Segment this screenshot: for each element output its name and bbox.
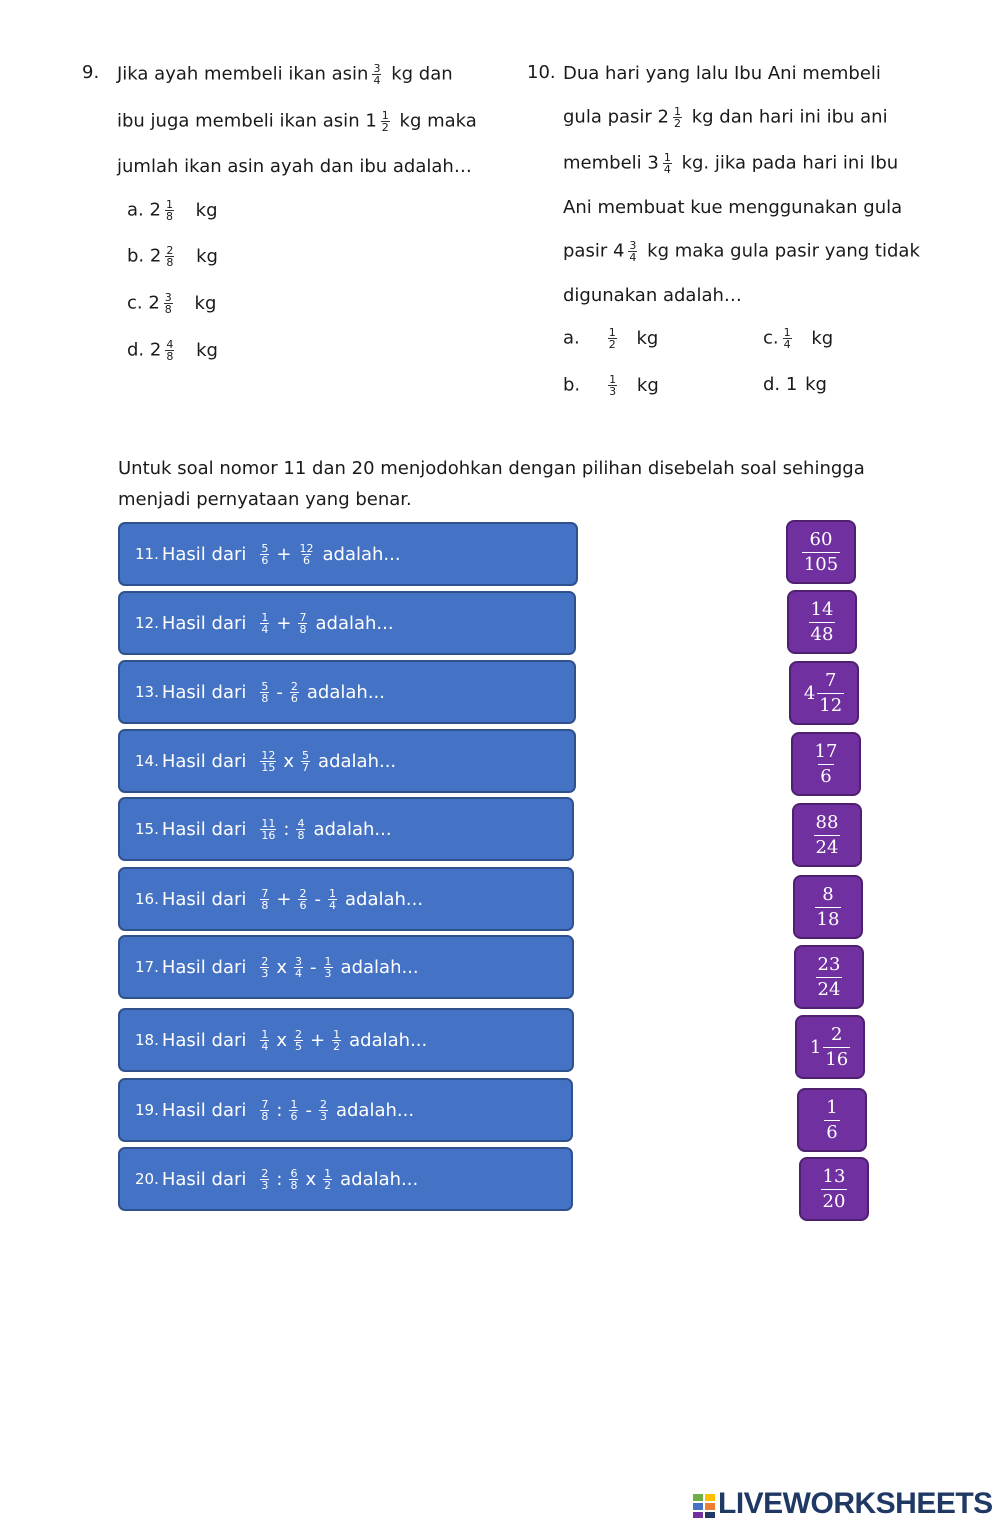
matching-answer-6[interactable] xyxy=(793,875,863,939)
matching-question-17[interactable] xyxy=(118,935,574,999)
question-number: 18. xyxy=(135,1031,159,1049)
matching-question-11[interactable] xyxy=(118,522,578,586)
instruction-line2: menjadi pernyataan yang benar. xyxy=(118,489,412,510)
answer-fraction: 17 6 xyxy=(814,740,838,787)
fraction: $\frac{5}{7}$ xyxy=(302,748,310,774)
operator: : xyxy=(276,1168,283,1190)
answer-whole: 4 xyxy=(803,682,816,704)
operator: + xyxy=(276,543,292,565)
question-prefix: Hasil dari xyxy=(161,612,247,634)
question-suffix: adalah... xyxy=(306,681,385,703)
fraction: $\frac{1}{2}$ xyxy=(324,1166,332,1192)
fraction: $\frac{7}{8}$ xyxy=(299,610,307,636)
matching-question-14[interactable] xyxy=(118,729,576,793)
question-suffix: adalah... xyxy=(322,543,401,565)
q10-option-a: a. $\frac{1}{2}$ kg xyxy=(563,326,659,351)
matching-question-18[interactable] xyxy=(118,1008,574,1072)
answer-fraction: 60 105 xyxy=(803,528,839,575)
q10-option-d: d. 1 kg xyxy=(763,374,827,395)
fraction: $\frac{12}{6}$ xyxy=(299,541,314,567)
fraction: $\frac{3}{4}$ xyxy=(295,954,303,980)
answer-fraction: 8 18 xyxy=(816,883,840,930)
question-suffix: adalah... xyxy=(340,956,419,978)
question-prefix: Hasil dari xyxy=(161,681,247,703)
liveworksheets-logo: LIVEWORKSHEETS xyxy=(718,1487,993,1520)
q9-line3: jumlah ikan asin ayah dan ibu adalah… xyxy=(117,156,472,177)
operator: + xyxy=(310,1029,326,1051)
fraction: $\frac{12}{15}$ xyxy=(261,748,276,774)
matching-question-19[interactable] xyxy=(118,1078,573,1142)
fraction: $\frac{1}{6}$ xyxy=(290,1097,298,1123)
matching-answer-5[interactable] xyxy=(792,803,862,867)
q9-line2: ibu juga membeli ikan asin 1 $\frac{1}{2}$ kg maka xyxy=(117,109,477,134)
answer-fraction: 2 16 xyxy=(825,1023,849,1070)
fraction: $\frac{2}{3}$ xyxy=(261,954,269,980)
matching-answer-2[interactable] xyxy=(787,590,857,654)
question-prefix: Hasil dari xyxy=(161,543,247,565)
answer-fraction: 7 12 xyxy=(819,669,843,716)
q10-line1: Dua hari yang lalu Ibu Ani membeli xyxy=(563,63,881,84)
q9-option-a: a. 2 $\frac{1}{8}$ kg xyxy=(127,198,218,223)
q9-option-b: b. 2 $\frac{2}{8}$ kg xyxy=(127,244,218,269)
operator: + xyxy=(276,612,292,634)
matching-answer-8[interactable] xyxy=(795,1015,865,1079)
instruction-line1: Untuk soal nomor 11 dan 20 menjodohkan dengan pilihan disebelah soal sehingga xyxy=(118,458,865,479)
q10-option-b: b. $\frac{1}{3}$ kg xyxy=(563,373,659,398)
question-number: 14. xyxy=(135,752,159,770)
matching-answer-4[interactable] xyxy=(791,732,861,796)
q9-option-d: d. 2 $\frac{4}{8}$ kg xyxy=(127,338,218,363)
matching-answer-3[interactable] xyxy=(789,661,859,725)
operator: x xyxy=(283,750,295,772)
fraction: $\frac{11}{16}$ xyxy=(261,816,276,842)
q9-option-c: c. 2 $\frac{3}{8}$ kg xyxy=(127,291,217,316)
fraction: $\frac{5}{8}$ xyxy=(261,679,269,705)
question-suffix: adalah... xyxy=(349,1029,428,1051)
q9-line1: Jika ayah membeli ikan asin $\frac{3}{4}$ kg dan xyxy=(117,62,453,87)
matching-question-16[interactable] xyxy=(118,867,574,931)
matching-answer-7[interactable] xyxy=(794,945,864,1009)
question-suffix: adalah... xyxy=(344,888,424,910)
fraction: $\frac{2}{5}$ xyxy=(295,1027,303,1053)
question-number: 19. xyxy=(135,1101,159,1119)
question-suffix: adalah... xyxy=(318,750,397,772)
question-prefix: Hasil dari xyxy=(161,1168,247,1190)
q10-number: 10. xyxy=(527,62,556,83)
question-number: 12. xyxy=(135,614,159,632)
answer-fraction: 1 6 xyxy=(826,1096,838,1143)
fraction: $\frac{7}{8}$ xyxy=(261,1097,269,1123)
question-number: 13. xyxy=(135,683,159,701)
fraction: $\frac{1}{4}$ xyxy=(328,886,336,912)
question-prefix: Hasil dari xyxy=(161,888,247,910)
fraction: $\frac{2}{3}$ xyxy=(261,1166,269,1192)
operator: x xyxy=(305,1168,317,1190)
answer-fraction: 23 24 xyxy=(817,953,841,1000)
q10-option-c: c. $\frac{1}{4}$ kg xyxy=(763,326,834,351)
fraction: $\frac{5}{6}$ xyxy=(261,541,269,567)
fraction: $\frac{4}{8}$ xyxy=(297,816,305,842)
fraction: $\frac{7}{8}$ xyxy=(261,886,269,912)
matching-question-13[interactable] xyxy=(118,660,576,724)
answer-whole: 1 xyxy=(809,1036,822,1058)
fraction: $\frac{6}{8}$ xyxy=(290,1166,298,1192)
answer-fraction: 14 48 xyxy=(810,598,834,645)
question-number: 15. xyxy=(135,820,159,838)
q10-line3: membeli 3 $\frac{1}{4}$ kg. jika pada hari ini Ibu xyxy=(563,151,899,176)
q9-number: 9. xyxy=(82,62,100,83)
liveworksheets-logo-icon xyxy=(693,1494,715,1518)
operator: : xyxy=(283,818,290,840)
question-suffix: adalah... xyxy=(335,1099,415,1121)
q10-line4: Ani membuat kue menggunakan gula xyxy=(563,197,903,218)
fraction: $\frac{2}{6}$ xyxy=(290,679,298,705)
matching-answer-1[interactable] xyxy=(786,520,856,584)
answer-fraction: 13 20 xyxy=(822,1165,846,1212)
operator: + xyxy=(276,888,292,910)
fraction: $\frac{2}{6}$ xyxy=(299,886,307,912)
fraction: $\frac{1}{2}$ xyxy=(333,1027,341,1053)
question-suffix: adalah... xyxy=(313,818,392,840)
operator: - xyxy=(305,1099,312,1121)
operator: : xyxy=(276,1099,283,1121)
operator: - xyxy=(314,888,321,910)
operator: - xyxy=(310,956,317,978)
operator: x xyxy=(276,956,288,978)
q10-line5: pasir 4 $\frac{3}{4}$ kg maka gula pasir yang tidak xyxy=(563,239,920,264)
question-prefix: Hasil dari xyxy=(161,750,247,772)
fraction: $\frac{1}{4}$ xyxy=(261,610,269,636)
answer-fraction: 88 24 xyxy=(815,811,839,858)
question-number: 16. xyxy=(135,890,159,908)
question-number: 11. xyxy=(135,545,159,563)
question-prefix: Hasil dari xyxy=(161,1029,247,1051)
operator: - xyxy=(276,681,283,703)
question-number: 17. xyxy=(135,958,159,976)
matching-question-15[interactable] xyxy=(118,797,574,861)
fraction: $\frac{1}{3}$ xyxy=(324,954,332,980)
question-suffix: adalah... xyxy=(315,612,394,634)
question-prefix: Hasil dari xyxy=(161,1099,247,1121)
question-suffix: adalah... xyxy=(340,1168,419,1190)
q10-line6: digunakan adalah… xyxy=(563,285,742,306)
fraction: $\frac{1}{4}$ xyxy=(261,1027,269,1053)
matching-question-20[interactable] xyxy=(118,1147,573,1211)
question-prefix: Hasil dari xyxy=(161,956,247,978)
matching-answer-10[interactable] xyxy=(799,1157,869,1221)
q10-line2: gula pasir 2 $\frac{1}{2}$ kg dan hari ini ibu ani xyxy=(563,105,888,130)
question-number: 20. xyxy=(135,1170,159,1188)
fraction: $\frac{2}{3}$ xyxy=(319,1097,327,1123)
matching-question-12[interactable] xyxy=(118,591,576,655)
matching-answer-9[interactable] xyxy=(797,1088,867,1152)
operator: x xyxy=(276,1029,288,1051)
question-prefix: Hasil dari xyxy=(161,818,247,840)
